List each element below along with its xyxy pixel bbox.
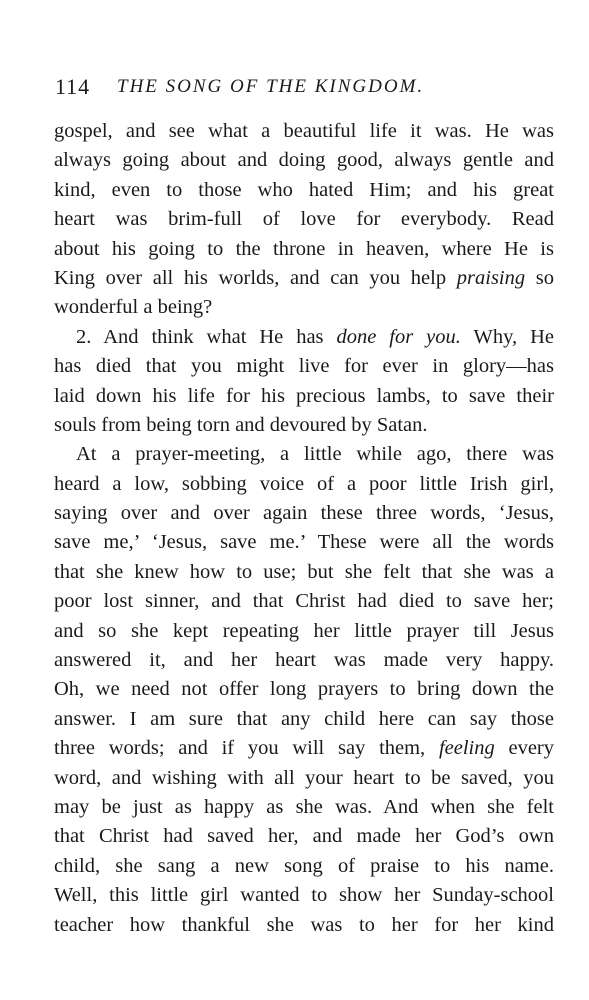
text-line: child, she sang a new song of praise to his name. [54,854,554,877]
text-line: answer. I am sure that any child here can say those [54,707,554,730]
text-line: saying over and over again these three words, ‘Jesus, [54,502,554,525]
text-line: heard a low, sobbing voice of a poor little Irish girl, [54,472,554,495]
text-line: 2. And think what He has done for you. Why, He [76,325,554,348]
text-line: laid down his life for his precious lambs, to save their [54,384,554,407]
text-line: always going about and doing good, always gentle and [54,149,554,172]
emphasis: done for you. [336,325,461,348]
text-line: about his going to the throne in heaven, where He is [54,237,554,260]
text-line: save me,’ ‘Jesus, save me.’ These were all the words [54,531,554,554]
text-line: Well, this little girl wanted to show her Sunday-school [54,884,554,907]
text-line: At a prayer-meeting, a little while ago, there was [76,443,554,466]
text-line: three words; and if you will say them, feeling every [54,737,554,760]
text-line: heart was brim-full of love for everybody. Read [54,208,554,231]
text-line: wonderful a being? [54,296,213,319]
text-line: teacher how thankful she was to her for her kind [54,913,554,936]
text-line: poor lost sinner, and that Christ had died to save her; [54,590,554,613]
text-line: Oh, we need not offer long prayers to bring down the [54,678,554,701]
emphasis: praising [456,266,526,289]
emphasis: feeling [438,737,495,760]
running-header [55,74,555,104]
text-line: kind, even to those who hated Him; and his great [54,178,554,201]
text-line: word, and wishing with all your heart to be saved, you [54,766,554,789]
text-line: souls from being torn and devoured by Satan. [54,413,428,436]
text-line: and so she kept repeating her little prayer till Jesus [54,619,554,642]
running-title: THE SONG OF THE KINGDOM. [117,76,425,97]
text-line: has died that you might live for ever in glory—has [54,355,554,378]
body-text [54,117,554,940]
text-line: King over all his worlds, and can you help praising so [54,266,554,289]
text-line: answered it, and her heart was made very happy. [54,649,554,672]
page-number: 114 [55,74,91,99]
text-line: that Christ had saved her, and made her God’s own [54,825,554,848]
text-line: that she knew how to use; but she felt that she was a [54,560,554,583]
text-line: may be just as happy as she was. And when she felt [54,795,554,818]
text-line: gospel, and see what a beautiful life it was. He was [54,120,554,142]
